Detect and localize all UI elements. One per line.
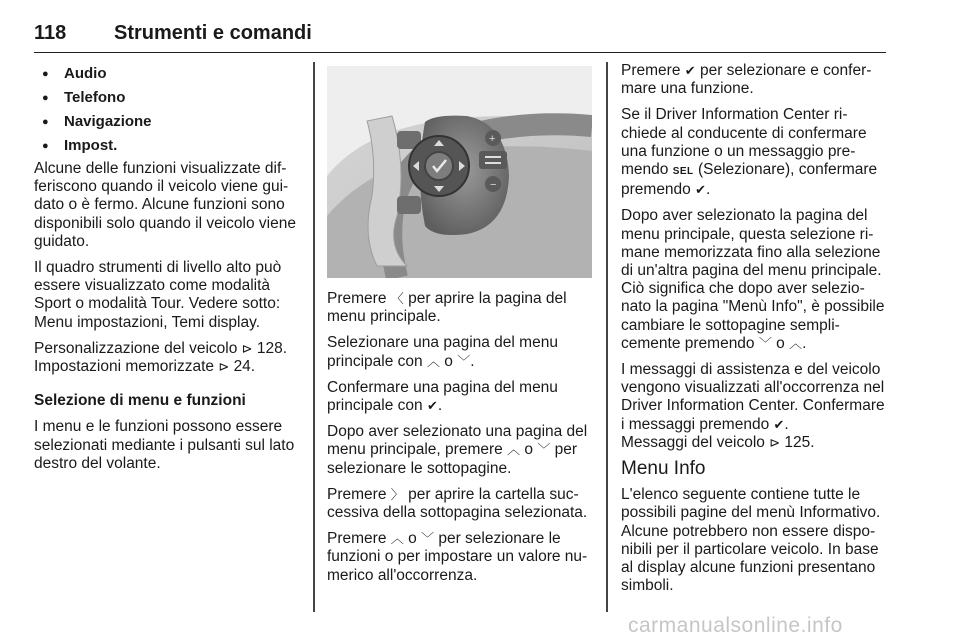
paragraph: Selezionare una pagina del menu principale con ︿ o ﹀. [327, 334, 558, 370]
list-item: ● Audio [34, 62, 298, 86]
cross-reference-label: Impostazioni memorizzate [34, 358, 219, 376]
cross-reference-link[interactable]: 128. [256, 339, 288, 357]
column-divider-1 [313, 62, 315, 612]
chevron-down-icon: ﹀ [457, 353, 471, 369]
column-2 [327, 290, 591, 593]
column-1 [34, 62, 298, 481]
checkmark-icon: ✔ [695, 182, 707, 198]
page-number: 118 [34, 22, 67, 44]
watermark: carmanualsonline.info [628, 614, 843, 637]
paragraph: Premere ︿ o ﹀ per selezionare le funzioni o per impostare un valore numerico all'occorrenza. [327, 530, 588, 584]
paragraph: Il quadro strumenti di livello alto può essere visualizzato come modalità Sport o modalità Tour. Vedere sotto: Menu impostazioni, Temi display. [34, 259, 282, 331]
sel-label: SEL [672, 166, 694, 178]
section-heading: Selezione di menu e funzioni [34, 392, 246, 410]
column-3 [621, 62, 887, 603]
paragraph: Premere 〈 per aprire la pagina del menu principale. [327, 290, 567, 326]
paragraph: Premere ✔ per selezionare e confermare una funzione. [621, 62, 872, 98]
chevron-right-icon: 〉 [390, 486, 404, 502]
paragraph: I menu e le funzioni possono essere selezionati mediante i pulsanti sul lato destro del volante. [34, 418, 295, 472]
chevron-left-icon: 〈 [390, 291, 404, 306]
chevron-up-icon: ︿ [390, 531, 404, 547]
chevron-down-icon: ﹀ [421, 531, 435, 547]
chapter-title: Strumenti e comandi [114, 22, 312, 44]
paragraph: Premere 〉 per aprire la cartella successiva della sottopagina selezionata. [327, 485, 588, 522]
chevron-up-icon: ︿ [789, 335, 803, 351]
paragraph [34, 340, 298, 376]
checkmark-icon: ✔ [684, 63, 696, 78]
paragraph: Confermare una pagina del menu principale con ✔. [327, 378, 558, 415]
svg-text:+: + [489, 133, 496, 145]
svg-text:−: − [490, 179, 497, 191]
checkmark-icon: ✔ [426, 398, 438, 414]
page-header [34, 22, 886, 53]
paragraph: Dopo aver selezionato una pagina del menu principale, premere ︿ o ﹀ per selezionare le sottopagine. [327, 423, 588, 477]
list-item: ● Impost. [34, 134, 298, 158]
list-item: ● Telefono [34, 86, 298, 110]
ref-arrow-icon: ⊳ [769, 434, 781, 450]
cross-reference-link[interactable]: 125. [784, 433, 815, 451]
cross-reference-link[interactable]: 24. [233, 358, 256, 376]
section-heading: Menu Info [621, 458, 706, 480]
chevron-up-icon: ︿ [507, 442, 521, 458]
checkmark-icon: ✔ [773, 416, 785, 432]
steering-wheel-image [327, 66, 592, 278]
column-divider-2 [606, 62, 608, 612]
chevron-down-icon: ﹀ [758, 335, 772, 351]
paragraph: I messaggi di assistenza e del veicolo vengono visualizzati all'occorrenza nel Driver Information Center. Confermare i messaggi premendo ✔. Messaggi del veicolo ⊳ 125. [621, 361, 885, 451]
paragraph: L'elenco seguente contiene tutte le possibili pagine del menù Informativo. Alcune potrebbero non essere disponibili per il particolare veicolo. In base al display alcune funzioni presentano simboli. [621, 486, 881, 595]
paragraph: Se il Driver Information Center richiede al conducente di confermare una funzione o un messaggio premendo SEL (Selezionare), confermare premendo ✔. [621, 106, 878, 199]
chevron-down-icon: ﹀ [537, 442, 551, 458]
cross-reference-label: Personalizzazione del veicolo [34, 339, 242, 357]
list-item: ● Navigazione [34, 110, 298, 134]
ref-arrow-icon: ⊳ [218, 359, 230, 375]
paragraph: Dopo aver selezionato la pagina del menu principale, questa selezione rimane memorizzata fino alla selezione di un'altra pagina del menu principale. Ciò significa che dopo aver selezionato la pagina "Menù Info", è possibile cambiare le sottopagine semplicemente premendo ﹀ o ︿. [621, 207, 885, 352]
menu-bullet-list [34, 62, 298, 158]
paragraph: Alcune delle funzioni visualizzate differiscono quando il veicolo viene guidato o è fermo. Alcune funzioni sono disponibili solo quando il veicolo viene guidato. [34, 160, 296, 250]
chevron-up-icon: ︿ [426, 353, 440, 369]
steering-wheel-illustration [327, 66, 592, 278]
ref-arrow-icon: ⊳ [241, 340, 253, 356]
